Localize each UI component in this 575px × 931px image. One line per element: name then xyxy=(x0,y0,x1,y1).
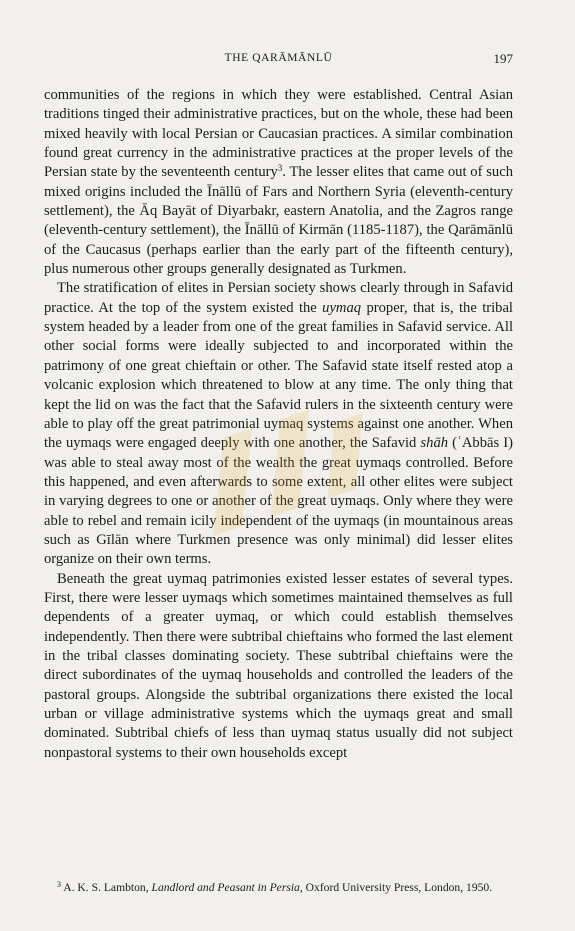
paragraph-text: Beneath the great uymaq patrimonies existed lesser estates of several types. First, there were lesser uymaqs which sometimes maintained themselves as full dependents of a greater uymaq, or which could establish themselves independently. Then there were subtribal chieftains who formed the last element in the tribal classes dominating society. These subtribal chieftains were the direct subordinates of the uymaq households and controlled the leaders of the pastoral groups. Alongside the subtribal organizations there existed the local urban or village administrative systems which the uymaqs great and small dominated. Subtribal chiefs of less than uymaq status usually did not subject nonpastoral systems to their own households except xyxy=(44,570,513,761)
footnote-title: Landlord and Peasant in Persia xyxy=(151,881,300,894)
body-text xyxy=(44,86,513,763)
footnote-marker: 3 xyxy=(57,880,61,889)
paragraph-3 xyxy=(44,570,513,763)
italic-term: uymaq xyxy=(322,299,362,316)
footnote xyxy=(44,880,513,896)
paragraph-text: proper, that is, the tribal system headed by a leader from one of the great families in Safavid service. All other social forms were ideally subjected to and incorporated within the patrimony of one great chieftain or other. The Safavid state itself rested atop a volcanic explosion which threatened to blow at any time. The only thing that kept the lid on was the fact that the Safavid rulers in the sixteenth century were able to play off the great patrimonial uymaq systems against one another. When the uymaqs were engaged deeply with one another, the Safavid xyxy=(44,299,513,452)
paragraph-1 xyxy=(44,86,513,279)
paragraph-text: . The lesser elites that came out of such mixed origins included the Īnāllū of Fars and Northern Syria (eleventh-century settlement), the Āq Bayāt of Diyarbakr, eastern Anatolia, and the Zagros range (eleventh-century settlement), the Īnāllū of Kirmān (1185-1187), the Qarāmānlū of the Caucasus (perhaps earlier than the early part of the fifteenth century), plus numerous other groups generally designated as Turkmen. xyxy=(44,164,514,278)
page-number: 197 xyxy=(493,51,513,66)
footnote-author: A. K. S. Lambton, xyxy=(61,881,152,894)
paragraph-text: (ʿAbbās I) was able to steal away most of the wealth the great uymaqs controlled. Before this happened, and even afterwards to some extent, all other elites were subject in varying degrees to one or another of the great uymaqs. Only where they were able to rebel and remain icily independent of the uymaqs (in mountainous areas such as Gīlān where Turkmen presence was only minimal) did lesser elites organize on their own terms. xyxy=(44,435,513,568)
paragraph-2 xyxy=(44,279,513,569)
running-head xyxy=(44,52,513,70)
paragraph-text: communities of the regions in which they were established. Central Asian traditions tinged their administrative practices, but on the whole, these had been mixed heavily with local Persian or Caucasian practices. A similar combination found great currency in the administrative practices at the proper levels of the Persian state by the seventeenth century xyxy=(44,87,513,181)
italic-term: shāh xyxy=(420,435,449,452)
footnote-ref: 3 xyxy=(277,163,283,174)
footnote-rest: , Oxford University Press, London, 1950. xyxy=(299,881,493,894)
running-head-title: THE QARĀMĀNLŪ xyxy=(224,52,333,64)
paragraph-text: The stratification of elites in Persian society shows clearly through in Safavid practice. At the top of the system existed the xyxy=(44,280,513,316)
